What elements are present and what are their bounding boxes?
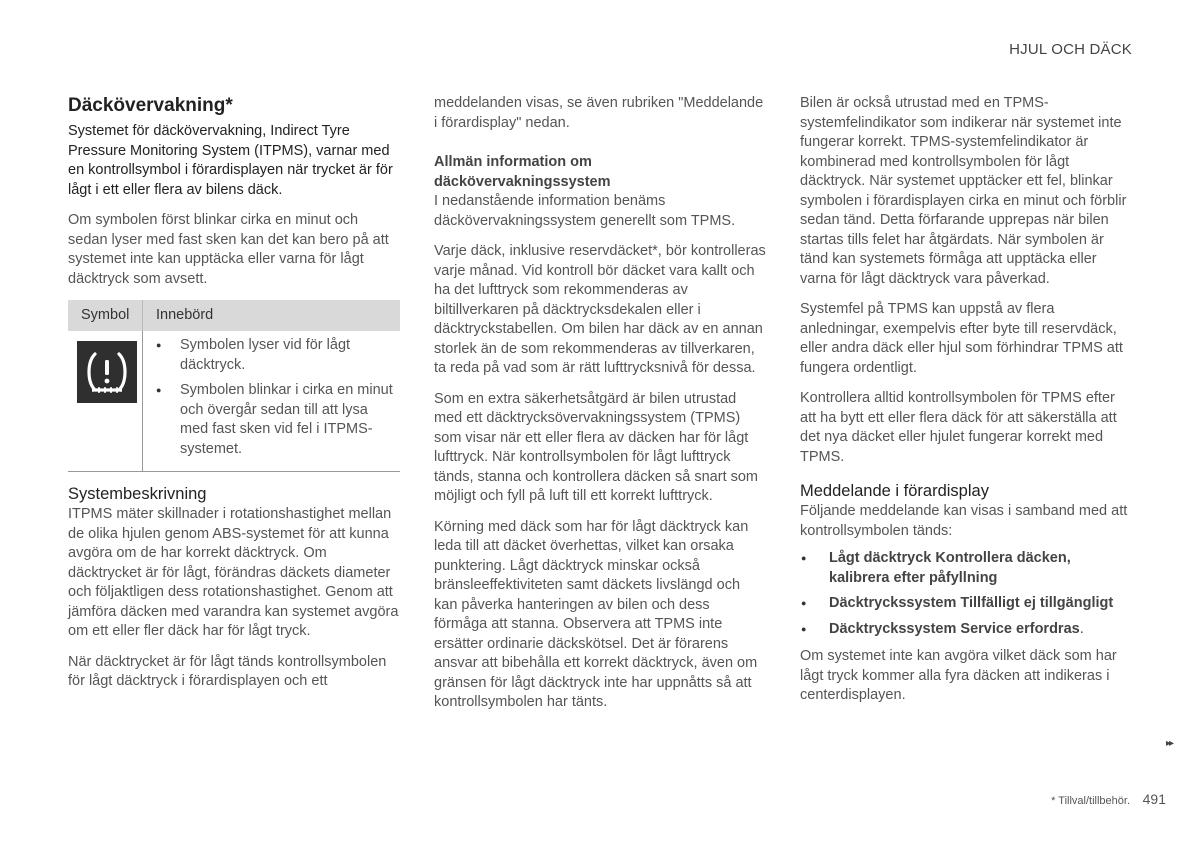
table-header-meaning: Innebörd	[143, 300, 401, 331]
list-item	[800, 620, 1132, 640]
paragraph: Om systemet inte kan avgöra vilket däck som har lågt tryck kommer alla fyra däcken att indikeras i centerdisplayen.	[800, 648, 1117, 703]
paragraph: Som en extra säkerhetsåtgärd är bilen utrustad med ett däcktrycksövervakningssystem (TPMS) som visar när ett eller flera av däcken har för lågt lufttryck. När kontrollsymbolen för lågt lufttryck tänds, stanna och kontrollera däcken så snart som möjligt och fyll på luft till ett korrekt lufttryck.	[434, 390, 759, 504]
paragraph: Körning med däck som har för lågt däcktryck kan leda till att däcket överhettas, vilket kan orsaka punktering. Lågt däcktryck minskar också bränsleeffektiviteten samt däckets livslängd och kan påverka hanteringen av bilen och dess förmåga att stanna. Observera att TPMS inte ersätter ordinarie däckskötsel. Det är förarens ansvar att bibehålla ett korrekt däcktryck, även om gränsen för lågt däcktryck inte har uppnåtts så att kontrollsymbolen har tänts.	[434, 518, 758, 710]
paragraph: När däcktrycket är för lågt tänds kontrollsymbolen för lågt däcktryck i förardisplayen och ett	[68, 653, 387, 689]
footnote: * Tillval/tillbehör.	[1051, 795, 1130, 807]
paragraph: I nedanstående information benäms däckövervakningssystem generellt som TPMS.	[434, 193, 736, 229]
paragraph: Följande meddelande kan visas i samband med att kontrollsymbolen tänds:	[800, 503, 1128, 539]
continue-arrows-icon: ▸▸	[1165, 738, 1172, 749]
list-item: ● Symbolen blinkar i cirka en minut och övergår sedan till att lysa med fast sken vid fel i ITPMS-systemet.	[153, 381, 400, 459]
subheading-system-description: Systembeskrivning	[68, 485, 207, 503]
list-item: ● Däcktryckssystem Tillfälligt ej tillgängligt	[800, 594, 1132, 614]
page-number: 491	[1142, 791, 1166, 807]
intro-paragraph: Systemet för däckövervakning, Indirect Tyre Pressure Monitoring System (ITPMS), varnar med en kontrollsymbol i förardisplayen när trycket är för lågt i ett eller flera av bilens däck.	[68, 123, 393, 198]
message-list	[800, 549, 1132, 639]
paragraph: Systemfel på TPMS kan uppstå av flera anledningar, exempelvis efter byte till reservdäck, eller andra däck eller hjul som förhindrar TPMS att fungera ordentligt.	[800, 301, 1123, 376]
paragraph: ITPMS mäter skillnader i rotationshastighet mellan de olika hjulen genom ABS-systemet för att kunna avgöra om de har korrekt däcktryck. Om däcktrycket är för lågt, förändras däckets diameter och följaktligen dess rotationshastighet. Genom att jämföra däcken med varandra kan systemet avgöra om ett eller fler däck har för lågt tryck.	[68, 506, 399, 639]
paragraph: Varje däck, inklusive reservdäcket*, bör kontrolleras varje månad. Vid kontroll bör däcket vara kallt och ha det lufttryck som rekommenderas av biltillverkaren på däcktrycksdekalen eller i däcktryckstabellen. Om bilen har däck av en annan storlek än de som rekommenderas av tillverkaren, ta reda på vad som är rätt lufttrycksnivå för dessa.	[434, 243, 766, 376]
column-2	[434, 94, 766, 724]
symbol-table	[68, 300, 400, 472]
section-title: Däckövervakning*	[68, 95, 233, 116]
table-header-symbol: Symbol	[68, 300, 143, 331]
running-header: HJUL OCH DÄCK	[1009, 41, 1132, 58]
column-1	[68, 94, 400, 703]
message-suffix: .	[1079, 620, 1084, 637]
list-item: ● Lågt däcktryck Kontrollera däcken, kalibrera efter påfyllning	[800, 549, 1132, 588]
table-row	[68, 331, 400, 472]
paragraph: Bilen är också utrustad med en TPMS-systemfelindikator som indikerar när systemet inte fungerar korrekt. TPMS-systemfelindikator är kombinerad med kontrollsymbolen för lågt däcktryck. När systemet upptäcker ett fel, blinkar symbolen i förardisplayen cirka en minut och förblir sedan tänd. Detta förfarande upprepas när bilen startas tills felet har åtgärdats. När symbolen är tänd kan systemets förmåga att upptäcka eller varna för lågt däcktryck vara påverkad.	[800, 95, 1127, 287]
paragraph: Kontrollera alltid kontrollsymbolen för TPMS efter att ha bytt ett eller flera däck för att säkerställa att det nya däcket eller hjulet fungerar korrekt med TPMS.	[800, 390, 1117, 465]
symbol-cell	[68, 331, 143, 472]
subheading-general-info: Allmän information om däckövervakningssystem	[434, 154, 611, 190]
subheading-messages: Meddelande i förardisplay	[800, 482, 989, 500]
paragraph: Om symbolen först blinkar cirka en minut och sedan lyser med fast sken kan det kan bero på att systemet inte kan upptäcka eller varna för lågt däcktryck som avsett.	[68, 212, 389, 287]
tire-pressure-warning-icon	[77, 341, 137, 403]
paragraph: meddelanden visas, se även rubriken "Meddelande i förardisplay" nedan.	[434, 95, 764, 131]
meaning-cell	[143, 331, 401, 472]
list-item: ● Symbolen lyser vid för lågt däcktryck.	[153, 336, 400, 375]
message-text: Däcktryckssystem Service erfordras	[829, 620, 1080, 637]
column-3	[800, 94, 1132, 717]
